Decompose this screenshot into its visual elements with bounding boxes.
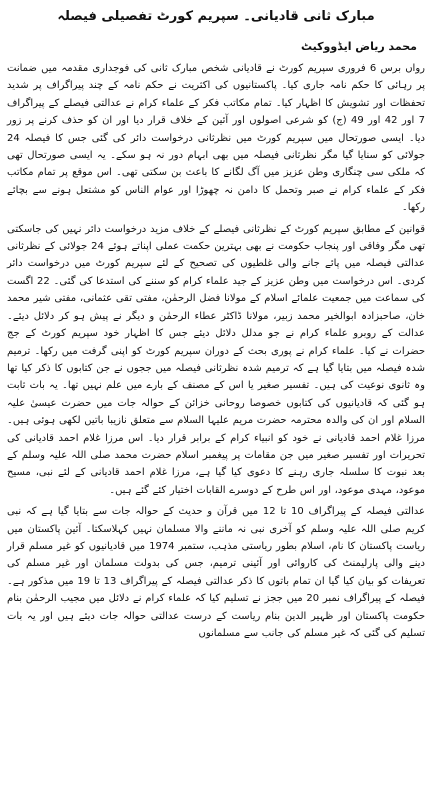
article-paragraph-1: رواں برس 6 فروری سپریم کورٹ نے قادیانی شخص مبارک ثانی کی فوجداری مقدمہ میں ضمانت پر رہائی کا حکم نامہ جاری کیا۔ پاکستانیوں کی اکثریت نے حکم نامہ کے چند پیراگراف پر شدید تحفظات اور تشویش کا اظہار کیا۔ تمام مکاتب فکر کے علماء کرام نے عدالتی فیصلے کے پیراگراف 7 اور 42 اور 49 (ج) کو شرعی اصولوں اور آئین کے خلاف قرار دیا اور ان کو حذف کرنے پر زور دیا۔ ایسی صورتحال میں سپریم کورٹ میں نظرثانی درخواست دائر کی گئی جس کا فیصلہ 24 جولائی کو سنایا گیا مگر نظرثانی فیصلہ میں بھی ابہام دور نہ ہو سکے۔ یہ ایسی صورتحال تھی کہ ملکی سی چنگاری وطن عزیز میں آگ لگانے کا باعث بن سکتی تھی۔ اس موقع پر تمام مکاتب فکر کے علماء کرام نے صبر وتحمل کا دامن نہ چھوڑا اور عوام الناس کو مشتعل ہونے سے بچائے رکھا۔ (7, 63, 426, 214)
author-byline: محمد ریاض ایڈووکیٹ (301, 40, 417, 53)
article-paragraph-3: عدالتی فیصلہ کے پیراگراف 10 تا 12 میں قرآن و حدیث کے حوالہ جات سے بتایا گیا ہے کہ نبی کریم صلی اللہ علیہ وسلم کو آخری نبی نہ ماننے والا مسلمان نہیں کہلاسکتا۔ آئین پاکستان میں ریاست پاکستان کا نام، اسلام بطور ریاستی مذہب، ستمبر 1974 میں قادیانیوں کو غیر مسلم قرار دینے والی پارلیمنٹ کی کاروائی اور آئینی ترمیم، جس کی بدولت مسلمان اور غیر مسلم کی تعریفات کو بیان کیا گیا ان تمام باتوں کا ذکر عدالتی فیصلہ کے پیراگراف 13 تا 19 میں مذکور ہے۔ فیصلہ کے پیراگراف نمبر 20 میں ججز نے تسلیم کیا کہ علماء کرام نے دلائل میں مجیب الرحمٰن بنام حکومت پاکستان اور ظہیر الدین بنام ریاست کے درست عدالتی حوالہ جات دیئے ہیں اور یہ بات تسلیم کی گئی کہ غیر مسلم کی جانب سے مسلمانوں (7, 506, 426, 639)
article-headline: مبارک ثانی قادیانی۔ سپریم کورٹ تفصیلی فیصلہ (57, 9, 375, 24)
article-paragraph-2: قوانین کے مطابق سپریم کورٹ کے نظرثانی فیصلے کے خلاف مزید درخواست دائر نہیں کی جاسکتی تھی مگر وفاقی اور پنجاب حکومت نے بھی بہترین حکمت عملی اپناتے ہوئے 24 جولائی کے نظرثانی عدالتی فیصلہ میں پائے جانے والی غلطیوں کی تصحیح کے لئے سپریم کورٹ میں درخواست دائر کردی۔ اس درخواست میں وطن عزیز کے جید علماء کرام کو سننے کی استدعا کی گئی۔ 22 اگست کی سماعت میں جمعیت علمائے اسلام کے مولانا فضل الرحمٰن، مفتی تقی عثمانی، مفتی شیر محمد خان، صاحبزادہ ابوالخیر محمد زبیر، مولانا ڈاکٹر عطاء الرحمٰن و دیگر نے پیش ہو کر دلائل دیئے۔ عدالت کے روبرو علماء کرام نے جو مدلل دلائل دیئے جس کا اظہار خود سپریم کورٹ کے جج حضرات نے کیا۔ علماء کرام نے پوری بحث کے دوران سپریم کورٹ کو اپنی گرفت میں رکھا۔ ترمیم شدہ فیصلہ میں بتایا گیا ہے کہ ترمیم شدہ نظرثانی فیصلہ میں ججوں نے جن کتابوں کا ذکر کیا تھا وہ ثانوی نوعیت کی ہیں۔ تفسیر صغیر یا اس کے مصنف کے بارے میں علم نہیں تھا۔ یہ بات ثابت ہو گئی کہ قادیانیوں کی کتابوں خصوصا روحانی خزائن کے حوالہ جات میں حضرت عیسیٰ علیہ السلام اور ان کی والدہ محترمہ حضرت مریم علیہا السلام سے متعلق نازیبا باتیں لکھی ہوئی ہیں۔ مرزا غلام احمد قادیانی نے خود کو انبیاء کرام کے برابر قرار دیا۔ اس مرزا غلام احمد قادیانی کی تحریرات اور تفسیر صغیر میں جن مقامات پر پیغمبر اسلام حضرت محمد صلی اللہ علیہ وسلم کے بعد نبوت کا سلسلہ جاری رہنے کا دعوی کیا گیا ہے، مرزا غلام احمد قادیانی کے لئے نبی، مسیح موعود، مہدی موعود، اور اس طرح کے دوسرے القابات اختیار کئے گئے ہیں۔ (7, 223, 425, 496)
